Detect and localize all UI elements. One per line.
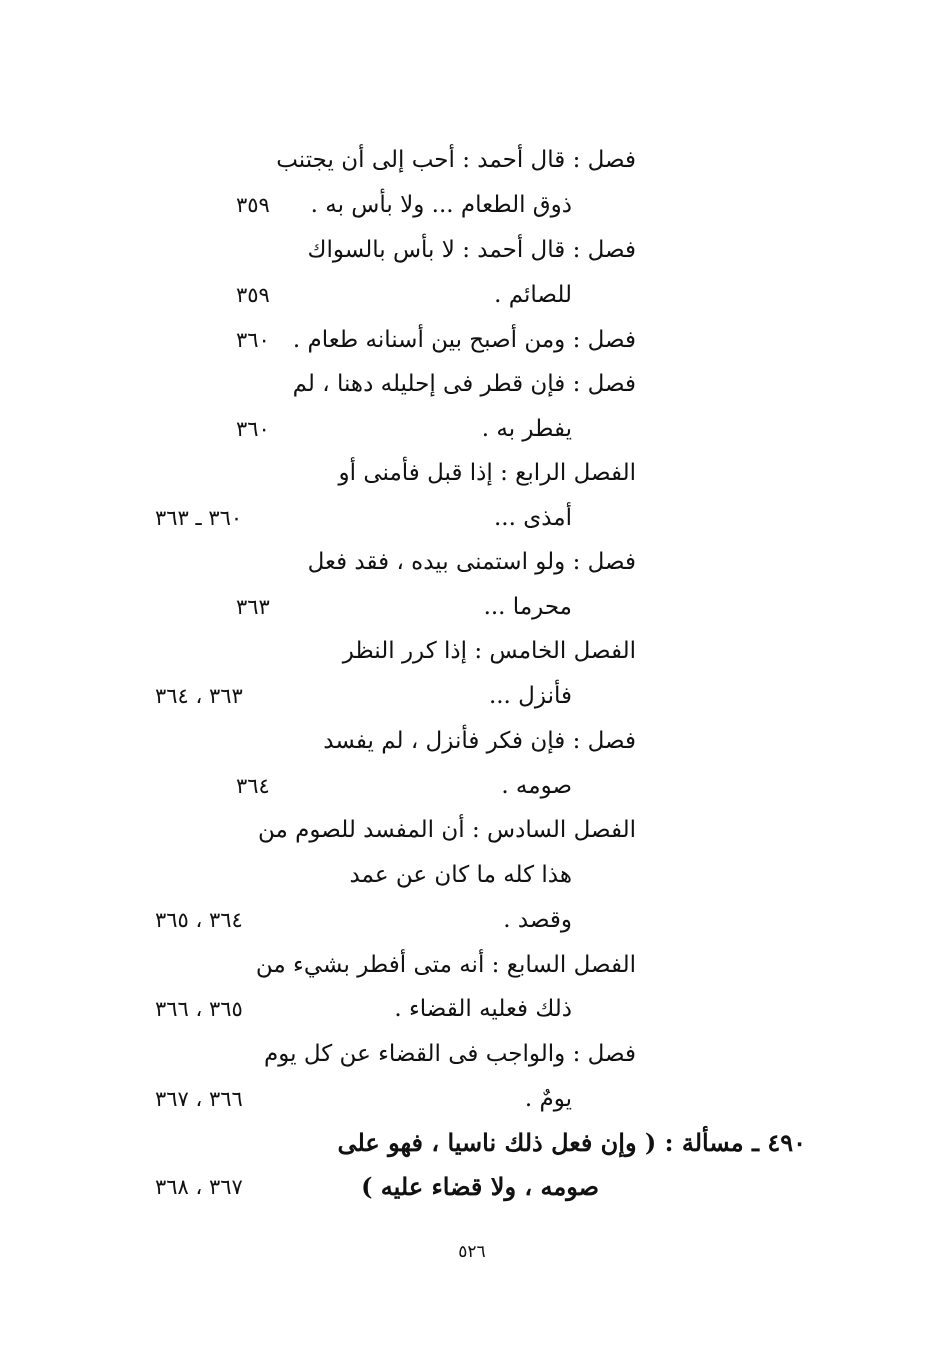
entry-line: فصل : فإن قطر فى إحليله دهنا ، لم bbox=[292, 371, 636, 397]
masala-heading: ٤٩٠ ـ مسألة : ( وإن فعل ذلك ناسيا ، فهو على bbox=[337, 1128, 806, 1157]
entry-line: فصل : فإن فكر فأنزل ، لم يفسد bbox=[323, 728, 636, 754]
entry-line: فصل : ولو استمنى بيده ، فقد فعل bbox=[307, 549, 636, 575]
entry-page-ref: ٣٦٤ bbox=[236, 774, 270, 798]
entry-line: الفصل الخامس : إذا كرر النظر bbox=[342, 638, 636, 664]
entry-line: فصل : ومن أصبح بين أسنانه طعام . bbox=[292, 327, 636, 353]
entry-line: الفصل السادس : أن المفسد للصوم من bbox=[258, 817, 636, 843]
entry-line: يومٌ . bbox=[524, 1086, 572, 1112]
entry-line: فصل : قال أحمد : أحب إلى أن يجتنب bbox=[276, 147, 636, 173]
entry-line: محرما ... bbox=[483, 594, 572, 620]
entry-page-ref: ٣٦٠ bbox=[236, 417, 270, 441]
entry-line: يفطر به . bbox=[481, 416, 572, 442]
entry-page-ref: ٣٥٩ bbox=[236, 193, 270, 217]
entry-line: فصل : قال أحمد : لا بأس بالسواك bbox=[307, 237, 636, 263]
entry-line: الفصل السابع : أنه متى أفطر بشيء من bbox=[255, 952, 636, 978]
masala-heading-continuation: صومه ، ولا قضاء عليه ) bbox=[361, 1172, 599, 1201]
entry-page-ref: ٣٦٤ ، ٣٦٥ bbox=[155, 908, 243, 932]
entry-line: وقصد . bbox=[503, 907, 572, 933]
entry-line: فصل : والواجب فى القضاء عن كل يوم bbox=[264, 1041, 636, 1067]
entry-line: فأنزل ... bbox=[488, 683, 572, 709]
entry-page-ref: ٣٥٩ bbox=[236, 283, 270, 307]
entry-page-ref: ٣٦٧ ، ٣٦٨ bbox=[155, 1175, 243, 1199]
entry-line: أمذى ... bbox=[493, 505, 572, 531]
entry-line: صومه . bbox=[501, 773, 572, 799]
page-number: ٥٢٦ bbox=[458, 1242, 486, 1262]
entry-page-ref: ٣٦٦ ، ٣٦٧ bbox=[155, 1087, 243, 1111]
entry-page-ref: ٣٦٣ ، ٣٦٤ bbox=[155, 684, 243, 708]
entry-page-ref: ٣٦٠ bbox=[236, 328, 270, 352]
entry-page-ref: ٣٦٠ ـ ٣٦٣ bbox=[155, 506, 243, 530]
entry-line: للصائم . bbox=[494, 282, 572, 308]
entry-line: ذلك فعليه القضاء . bbox=[394, 996, 572, 1022]
entry-line: ذوق الطعام ... ولا بأس به . bbox=[310, 192, 572, 218]
entry-page-ref: ٣٦٣ bbox=[236, 595, 270, 619]
entry-line: الفصل الرابع : إذا قبل فأمنى أو bbox=[338, 460, 636, 486]
entry-page-ref: ٣٦٥ ، ٣٦٦ bbox=[155, 997, 243, 1021]
entry-line: هذا كله ما كان عن عمد bbox=[349, 862, 572, 888]
